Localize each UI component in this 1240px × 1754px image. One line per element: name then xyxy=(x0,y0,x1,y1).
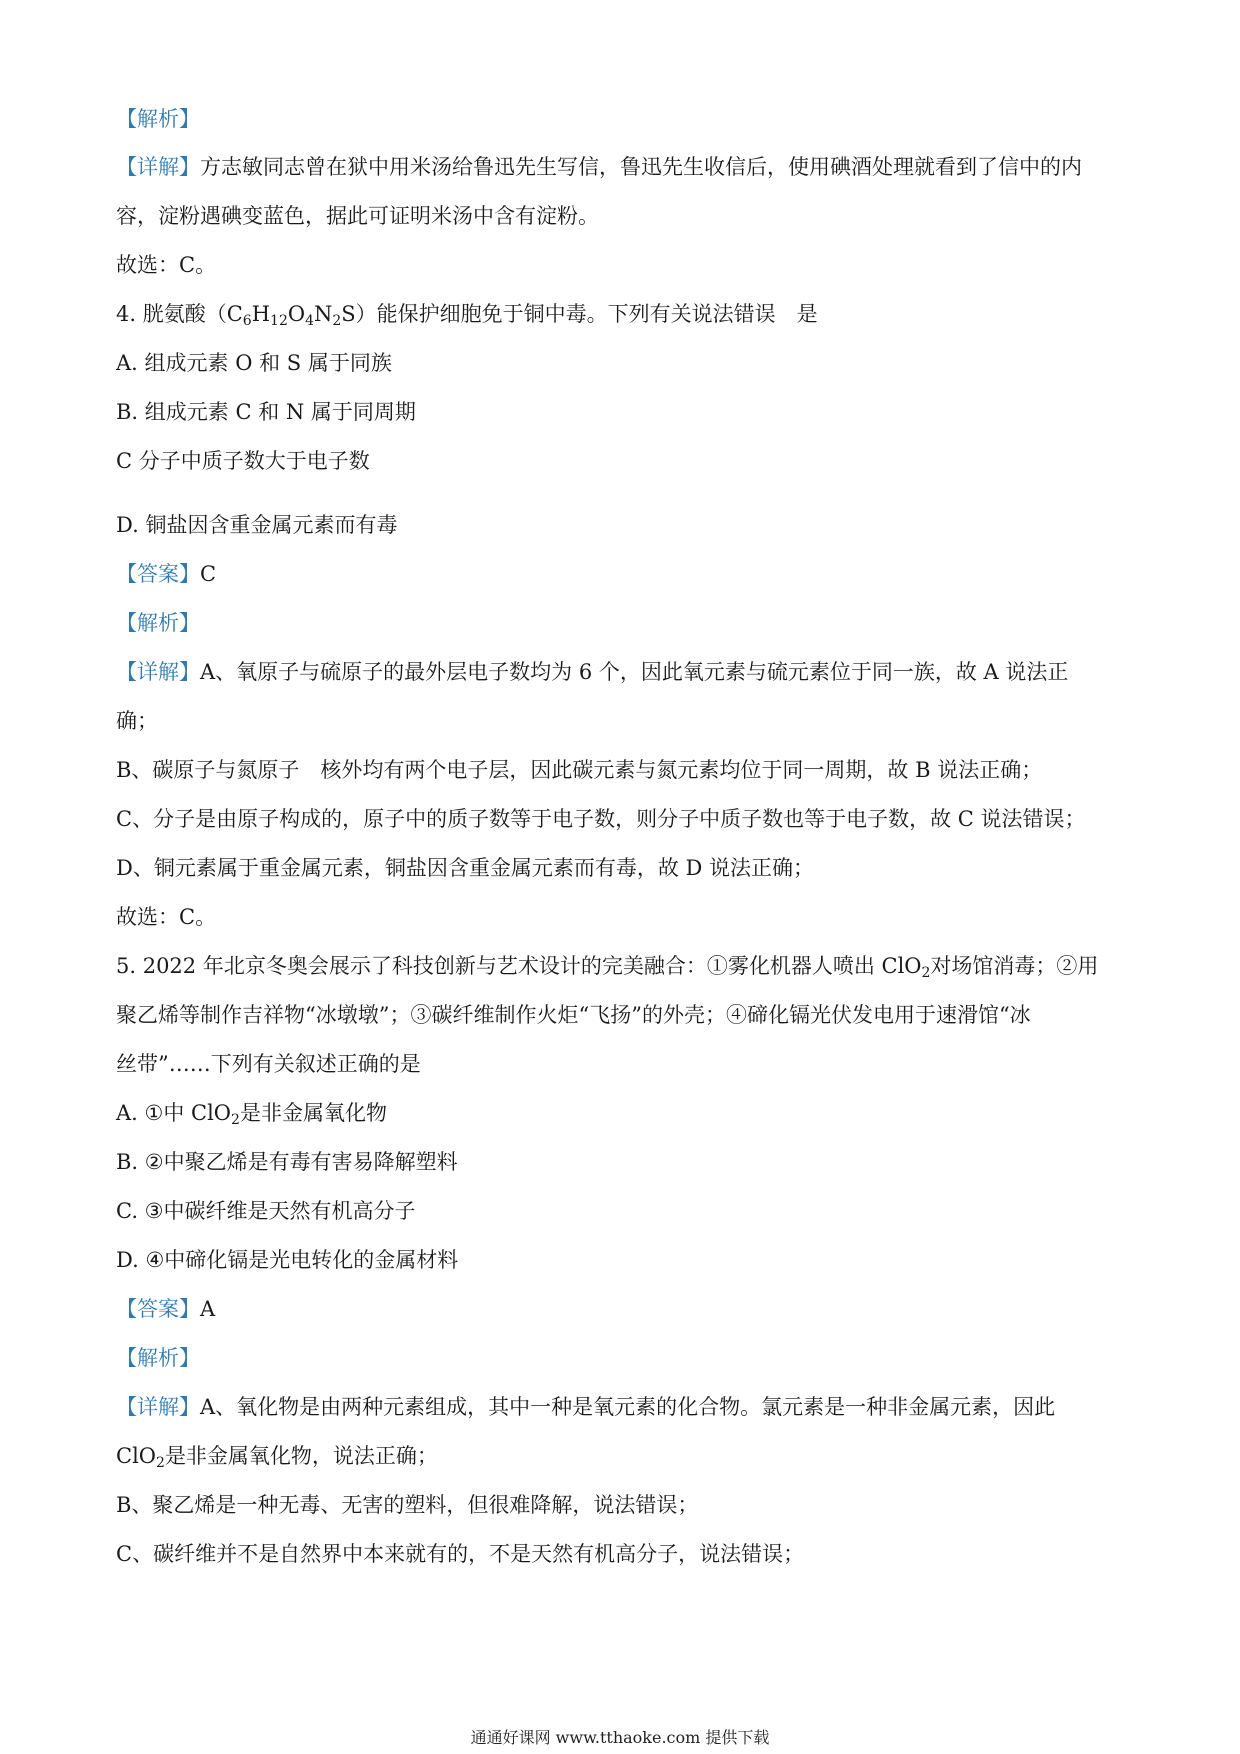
text-line: 聚乙烯等制作吉祥物“冰墩墩”；③碳纤维制作火炬“飞扬”的外壳；④碲化镉光伏发电用于速滑馆“冰 xyxy=(116,1003,1031,1027)
detail-paragraph-q3: 【详解】方志敏同志曾在狱中用米汤给鲁迅先生写信，鲁迅先生收信后，使用碘酒处理就看到了信中的内 xyxy=(116,155,1082,179)
page-footer: 通通好课网 www.tthaoke.com 提供下载 xyxy=(470,1728,770,1747)
analysis-heading: 【解析】 xyxy=(116,611,200,635)
text-line: ClO$_2$是非金属氧化物，说法正确； xyxy=(116,1444,438,1471)
text-line: 容，淀粉遇碘变蓝色，据此可证明米汤中含有淀粉。 xyxy=(116,204,599,228)
question-5-stem: 5. 2022 年北京冬奥会展示了科技创新与艺术设计的完美融合：①雾化机器人喷出 ClO$_2$对场馆消毒；②用 xyxy=(116,954,1099,981)
option-c: C 分子中质子数大于电子数 xyxy=(116,449,370,473)
text-line: C、分子是由原子构成的，原子中的质子数等于电子数，则分子中质子数也等于电子数，故 C 说法错误； xyxy=(116,807,1086,831)
answer-line: 【答案】A xyxy=(116,1297,216,1321)
option-b: B. 组成元素 C 和 N 属于同周期 xyxy=(116,400,416,424)
option-c: C. ③中碳纤维是天然有机高分子 xyxy=(116,1199,416,1223)
text-line: 丝带”……下列有关叙述正确的是 xyxy=(116,1052,421,1076)
analysis-heading: 【解析】 xyxy=(116,107,200,131)
analysis-heading: 【解析】 xyxy=(116,1346,200,1370)
answer-line: 【答案】C xyxy=(116,562,217,586)
text-line: B、聚乙烯是一种无毒、无害的塑料，但很难降解，说法错误； xyxy=(116,1493,699,1517)
detail-paragraph-q4: 【详解】A、氧原子与硫原子的最外层电子数均为 6 个，因此氧元素与硫元素位于同一族，故 A 说法正 xyxy=(116,660,1069,684)
conclusion-line: 故选：C。 xyxy=(116,253,217,277)
conclusion-line: 故选：C。 xyxy=(116,905,217,929)
text-line: C、碳纤维并不是自然界中本来就有的，不是天然有机高分子，说法错误； xyxy=(116,1542,805,1566)
option-d: D. 铜盐因含重金属元素而有毒 xyxy=(116,513,398,537)
option-b: B. ②中聚乙烯是有毒有害易降解塑料 xyxy=(116,1150,458,1174)
text-line: 确； xyxy=(116,709,158,733)
text-line: D、铜元素属于重金属元素，铜盐因含重金属元素而有毒，故 D 说法正确； xyxy=(116,856,815,880)
option-d: D. ④中碲化镉是光电转化的金属材料 xyxy=(116,1248,459,1272)
question-4-stem: 4. 胱氨酸$(C_6H_{12}O_4N_2S)$能保护细胞免于铜中毒。下列有关说法错误 是 xyxy=(116,302,818,329)
option-a: A. 组成元素 O 和 S 属于同族 xyxy=(116,351,392,375)
option-a: A. ①中 ClO$_2$是非金属氧化物 xyxy=(116,1101,387,1128)
detail-paragraph-q5: 【详解】A、氧化物是由两种元素组成，其中一种是氧元素的化合物。氯元素是一种非金属元素，因此 xyxy=(116,1395,1056,1419)
text-line: B、碳原子与氮原子 核外均有两个电子层，因此碳元素与氮元素均位于同一周期，故 B 说法正确； xyxy=(116,758,1043,782)
